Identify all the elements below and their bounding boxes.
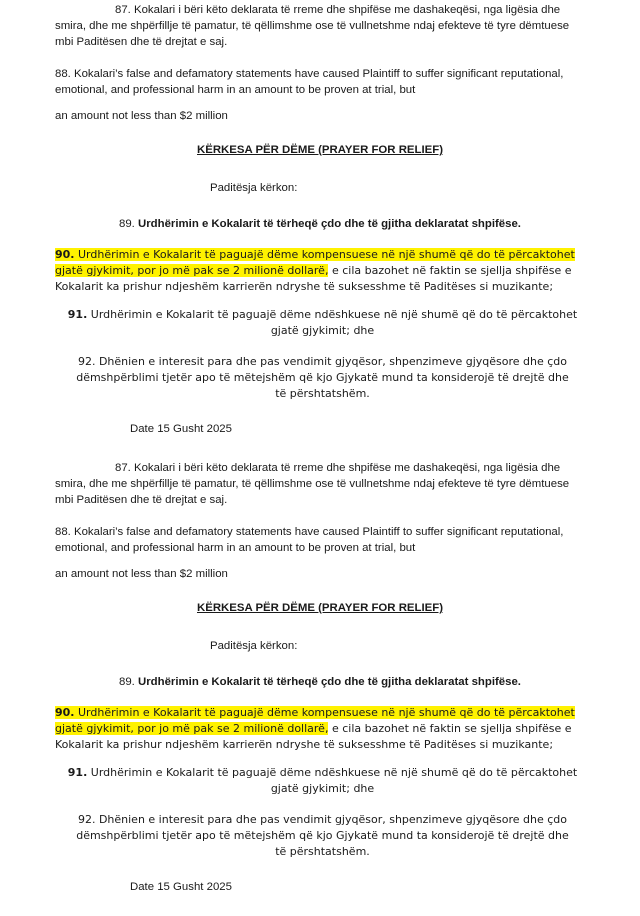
date-line: Date 15 Gusht 2025 xyxy=(130,881,232,893)
paragraph-90 xyxy=(55,247,593,295)
paragraph-87: 87. Kokalari i bëri këto deklarata të rreme dhe shpifëse me dashakeqësi, nga ligësia dhe smira, dhe me shpërfillje të pamatur, të qëllimshme ose të vullnetshme ndaj efekteve të tyre dëmtuese mbi Paditësen dhe të drejtat e saj. xyxy=(55,462,570,506)
date-line: Date 15 Gusht 2025 xyxy=(130,423,232,435)
paragraph-90-rest: e cila bazohet në faktin se sjellja shpifëse e Kokalarit ka prishur ndjeshëm karrierën ndryshe të suksesshme të Paditëses si muzikante; xyxy=(55,722,572,751)
paragraph-91-text: Urdhërimin e Kokalarit të paguajë dëme ndëshkuese në një shumë që do të përcaktohet gjatë gjykimit; dhe xyxy=(90,308,578,337)
paragraph-89 xyxy=(0,216,640,232)
paragraph-88: 88. Kokalari’s false and defamatory statements have caused Plaintiff to suffer significant reputational, emotional, and professional harm in an amount to be proven at trial, but xyxy=(55,526,564,554)
amount-line: an amount not less than $2 million xyxy=(55,110,228,122)
plaintiff-requests: Paditësja kërkon: xyxy=(210,640,298,652)
paragraph-91-text: Urdhërimin e Kokalarit të paguajë dëme ndëshkuese në një shumë që do të përcaktohet gjatë gjykimit; dhe xyxy=(90,766,578,795)
paragraph-90-rest: e cila bazohet në faktin se sjellja shpifëse e Kokalarit ka prishur ndjeshëm karrierën ndryshe të suksesshme të Paditëses si muzikante; xyxy=(55,264,572,293)
paragraph-87: 87. Kokalari i bëri këto deklarata të rreme dhe shpifëse me dashakeqësi, nga ligësia dhe smira, dhe me shpërfillje të pamatur, të qëllimshme ose të vullnetshme ndaj efekteve të tyre dëmtuese mbi Paditësen dhe të drejtat e saj. xyxy=(55,4,570,48)
paragraph-92: 92. Dhënien e interesit para dhe pas vendimit gjyqësor, shpenzimeve gjyqësore dhe çdo dëmshpërblimi tjetër apo të mëtejshëm që kjo Gjykatë mund ta konsiderojë të drejtë dhe të përshtatshëm. xyxy=(76,813,569,858)
paragraph-number: 91. xyxy=(67,766,88,779)
paragraph-89 xyxy=(0,674,640,690)
plaintiff-requests: Paditësja kërkon: xyxy=(210,182,298,194)
prayer-heading: KËRKESA PËR DËME (PRAYER FOR RELIEF) xyxy=(197,144,443,156)
paragraph-number: 89. xyxy=(119,676,135,688)
paragraph-number: 89. xyxy=(119,218,135,230)
paragraph-91 xyxy=(55,307,590,339)
paragraph-91 xyxy=(55,765,590,797)
paragraph-number: 90. xyxy=(55,248,75,261)
paragraph-89-text: Urdhërimin e Kokalarit të tërheqë çdo dhe të gjitha deklaratat shpifëse. xyxy=(138,218,521,230)
prayer-heading: KËRKESA PËR DËME (PRAYER FOR RELIEF) xyxy=(197,602,443,614)
paragraph-89-text: Urdhërimin e Kokalarit të tërheqë çdo dhe të gjitha deklaratat shpifëse. xyxy=(138,676,521,688)
paragraph-90 xyxy=(55,705,593,753)
paragraph-90-highlight: Urdhërimin e Kokalarit të paguajë dëme kompensuese në një shumë që do të përcaktohet gjatë gjykimit, por jo më pak se 2 milionë dollarë, xyxy=(55,706,575,735)
paragraph-number: 91. xyxy=(67,308,88,321)
paragraph-92: 92. Dhënien e interesit para dhe pas vendimit gjyqësor, shpenzimeve gjyqësore dhe çdo dëmshpërblimi tjetër apo të mëtejshëm që kjo Gjykatë mund ta konsiderojë të drejtë dhe të përshtatshëm. xyxy=(76,355,569,400)
amount-line: an amount not less than $2 million xyxy=(55,568,228,580)
paragraph-88: 88. Kokalari’s false and defamatory statements have caused Plaintiff to suffer significant reputational, emotional, and professional harm in an amount to be proven at trial, but xyxy=(55,68,564,96)
document-section-2 xyxy=(0,458,640,916)
paragraph-90-highlight: Urdhërimin e Kokalarit të paguajë dëme kompensuese në një shumë që do të përcaktohet gjatë gjykimit, por jo më pak se 2 milionë dollarë, xyxy=(55,248,575,277)
paragraph-number: 90. xyxy=(55,706,75,719)
